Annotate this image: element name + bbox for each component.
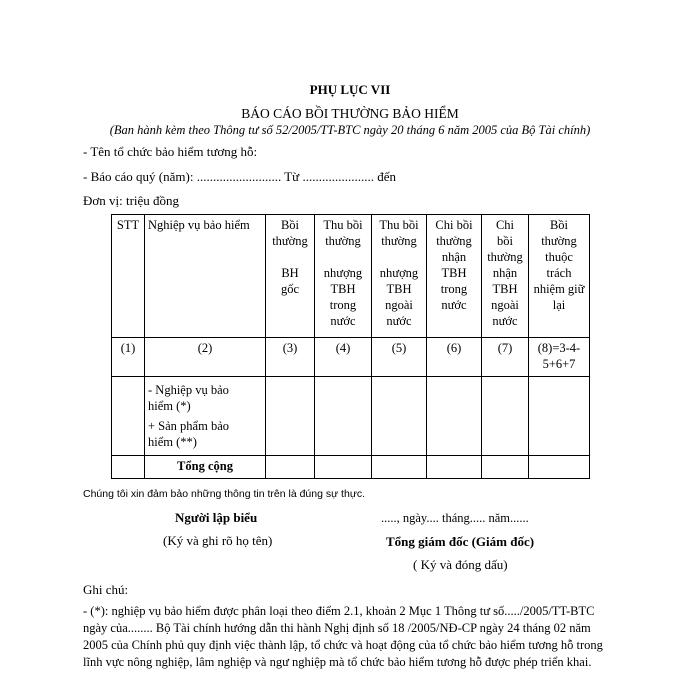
total-label: Tổng cộng	[145, 456, 266, 479]
body-cell	[482, 377, 529, 456]
index-cell: (7)	[482, 338, 529, 377]
index-cell: (5)	[372, 338, 427, 377]
body-cell	[112, 377, 145, 456]
appendix-heading: PHỤ LỤC VII	[309, 82, 391, 97]
header-domestic-assumed-claims: Chi bồi thường nhận TBH trong nước	[427, 215, 482, 338]
body-cell	[372, 377, 427, 456]
table-header-row	[112, 215, 590, 338]
header-stt: STT	[112, 215, 145, 338]
header-retained-claims: Bồi thường thuộc trách nhiệm giữ lại	[529, 215, 590, 338]
index-cell: (4)	[315, 338, 372, 377]
body-cell	[529, 377, 590, 456]
body-insurance-items	[145, 377, 266, 456]
total-cell	[529, 456, 590, 479]
preparer-signature-note: (Ký và ghi rõ họ tên)	[163, 533, 273, 548]
index-cell: (1)	[112, 338, 145, 377]
header-domestic-ceded-recovery: Thu bồi thường nhượng TBH trong nước	[315, 215, 372, 338]
index-cell: (3)	[266, 338, 315, 377]
report-title: BÁO CÁO BỒI THƯỜNG BẢO HIỂM	[241, 106, 459, 121]
period-line: - Báo cáo quý (năm): .......................... Từ ...................... đến	[83, 169, 396, 184]
header-foreign-ceded-recovery: Thu bồi thường nhượng TBH ngoài nước	[372, 215, 427, 338]
preparer-title: Người lập biểu	[175, 510, 258, 525]
table-total-row	[112, 456, 590, 479]
total-cell	[266, 456, 315, 479]
header-foreign-assumed-claims: Chi bồi thường nhận TBH ngoài nước	[482, 215, 529, 338]
body-cell	[315, 377, 372, 456]
total-cell	[315, 456, 372, 479]
body-item-line: - Nghiệp vụ bảo hiểm (*)	[148, 383, 229, 413]
notes-heading: Ghi chú:	[83, 582, 129, 597]
total-cell	[427, 456, 482, 479]
total-cell	[372, 456, 427, 479]
body-cell	[427, 377, 482, 456]
director-signature-note: ( Ký và đóng dấu)	[413, 557, 508, 572]
body-item-product: + Sản phẩm bảo hiểm (**)	[148, 419, 229, 449]
total-cell	[112, 456, 145, 479]
table-index-row	[112, 338, 590, 377]
index-cell: (2)	[145, 338, 266, 377]
body-cell	[266, 377, 315, 456]
index-cell: (8)=3-4- 5+6+7	[529, 338, 590, 377]
director-title: Tổng giám đốc (Giám đốc)	[386, 534, 535, 549]
total-cell	[482, 456, 529, 479]
unit-line: Đơn vị: triệu đồng	[83, 193, 180, 208]
table-body-row	[112, 377, 590, 456]
header-insurance-line: Nghiệp vụ bảo hiểm	[145, 215, 266, 338]
claims-report-table	[111, 214, 590, 479]
note-1: - (*): nghiệp vụ bảo hiểm được phân loại theo điểm 2.1, khoản 2 Mục 1 Thông tư số...../2005/TT-BTC ngày của........ Bộ Tài chính hướng dẫn thi hành Nghị định số 18 /2005/NĐ-CP ngày 24 tháng 02 năm 2005 của Chính phủ quy định việc thành lập, tổ chức và hoạt động của tổ chức bảo hiểm tương hỗ trong lĩnh vực nông nghiệp, lâm nghiệp và ngư nghiệp mà tổ chức bảo hiểm tương hỗ được phép triển khai.	[83, 604, 603, 669]
organization-line: - Tên tổ chức bảo hiểm tương hỗ:	[83, 144, 258, 159]
declaration-text: Chúng tôi xin đảm bảo những thông tin trên là đúng sự thực.	[83, 488, 366, 500]
header-direct-claims: Bồi thường BH gốc	[266, 215, 315, 338]
index-cell: (6)	[427, 338, 482, 377]
date-line: ....., ngày.... tháng..... năm......	[381, 511, 529, 525]
report-subtitle: (Ban hành kèm theo Thông tư số 52/2005/TT-BTC ngày 20 tháng 6 năm 2005 của Bộ Tài chính)	[109, 123, 591, 137]
